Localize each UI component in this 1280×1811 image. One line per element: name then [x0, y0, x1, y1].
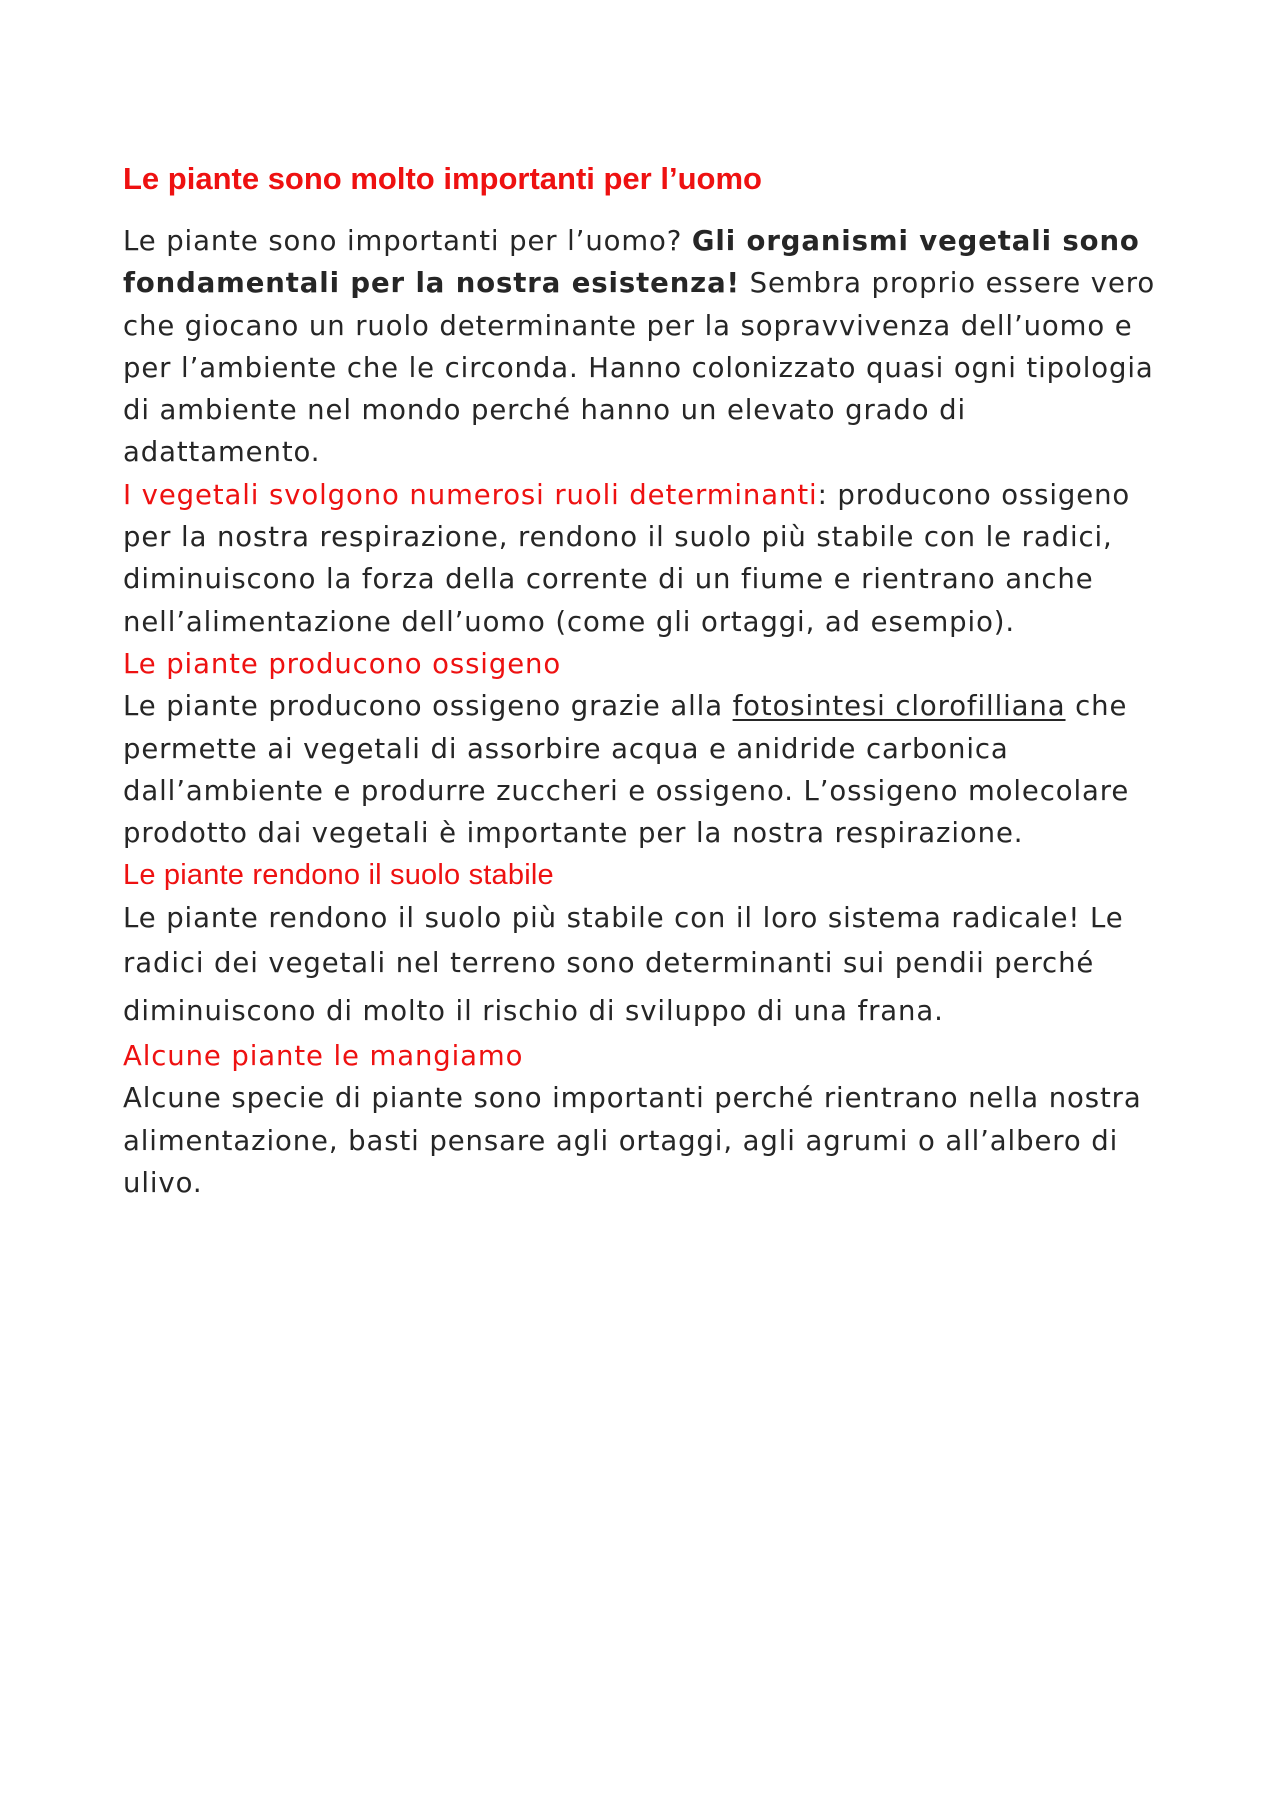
photosynthesis-link[interactable]: fotosintesi clorofilliana [732, 690, 1066, 723]
soil-line-2: radici dei vegetali nel terreno sono determinanti sui pendii perché [123, 947, 1095, 980]
soil-heading: Le piante rendono il suolo stabile [123, 859, 554, 892]
soil-line-1: Le piante rendono il suolo più stabile con il loro sistema radicale! Le [123, 901, 1124, 934]
roles-heading: I vegetali svolgono numerosi ruoli determinanti [123, 478, 818, 511]
oxygen-lead: Le piante producono ossigeno grazie alla [123, 690, 733, 723]
intro-paragraph [123, 220, 1173, 474]
oxygen-heading: Le piante producono ossigeno [123, 647, 562, 680]
oxygen-rest: che permette ai vegetali di assorbire acqua e anidride carbonica dall’ambiente e produrre zuccheri e ossigeno. L’ossigeno molecolare prodotto dai vegetali è importante per la nostra respirazione. [123, 690, 1130, 850]
soil-line-3: diminuiscono di molto il rischio di sviluppo di una frana. [123, 995, 944, 1028]
roles-text: : producono ossigeno per la nostra respirazione, rendono il suolo più stabile con le radici, diminuiscono la forza della corrente di un fiume e rientrano anche nell’alimentazione dell’uomo (come gli ortaggi, ad esempio). [123, 478, 1131, 638]
intro-lead: Le piante sono importanti per l’uomo? [123, 225, 692, 257]
food-heading: Alcune piante le mangiamo [123, 1040, 524, 1073]
document-title: Le piante sono molto importanti per l’uomo [123, 161, 762, 196]
oxygen-paragraph [123, 685, 1173, 854]
food-paragraph: Alcune specie di piante sono importanti perché rientrano nella nostra alimentazione, basti pensare agli ortaggi, agli agrumi o all’albero di ulivo. [123, 1082, 1142, 1199]
document-body [123, 158, 1173, 1204]
roles-paragraph [123, 474, 1173, 643]
intro-rest: Sembra proprio essere vero che giocano un ruolo determinante per la sopravvivenza dell’uomo e per l’ambiente che le circonda. Hanno colonizzato quasi ogni tipologia di ambiente nel mondo perché hanno un elevato grado di adattamento. [123, 267, 1156, 469]
intro-bold-statement: Gli organismi vegetali sono fondamentali per la nostra esistenza! [123, 225, 1140, 300]
